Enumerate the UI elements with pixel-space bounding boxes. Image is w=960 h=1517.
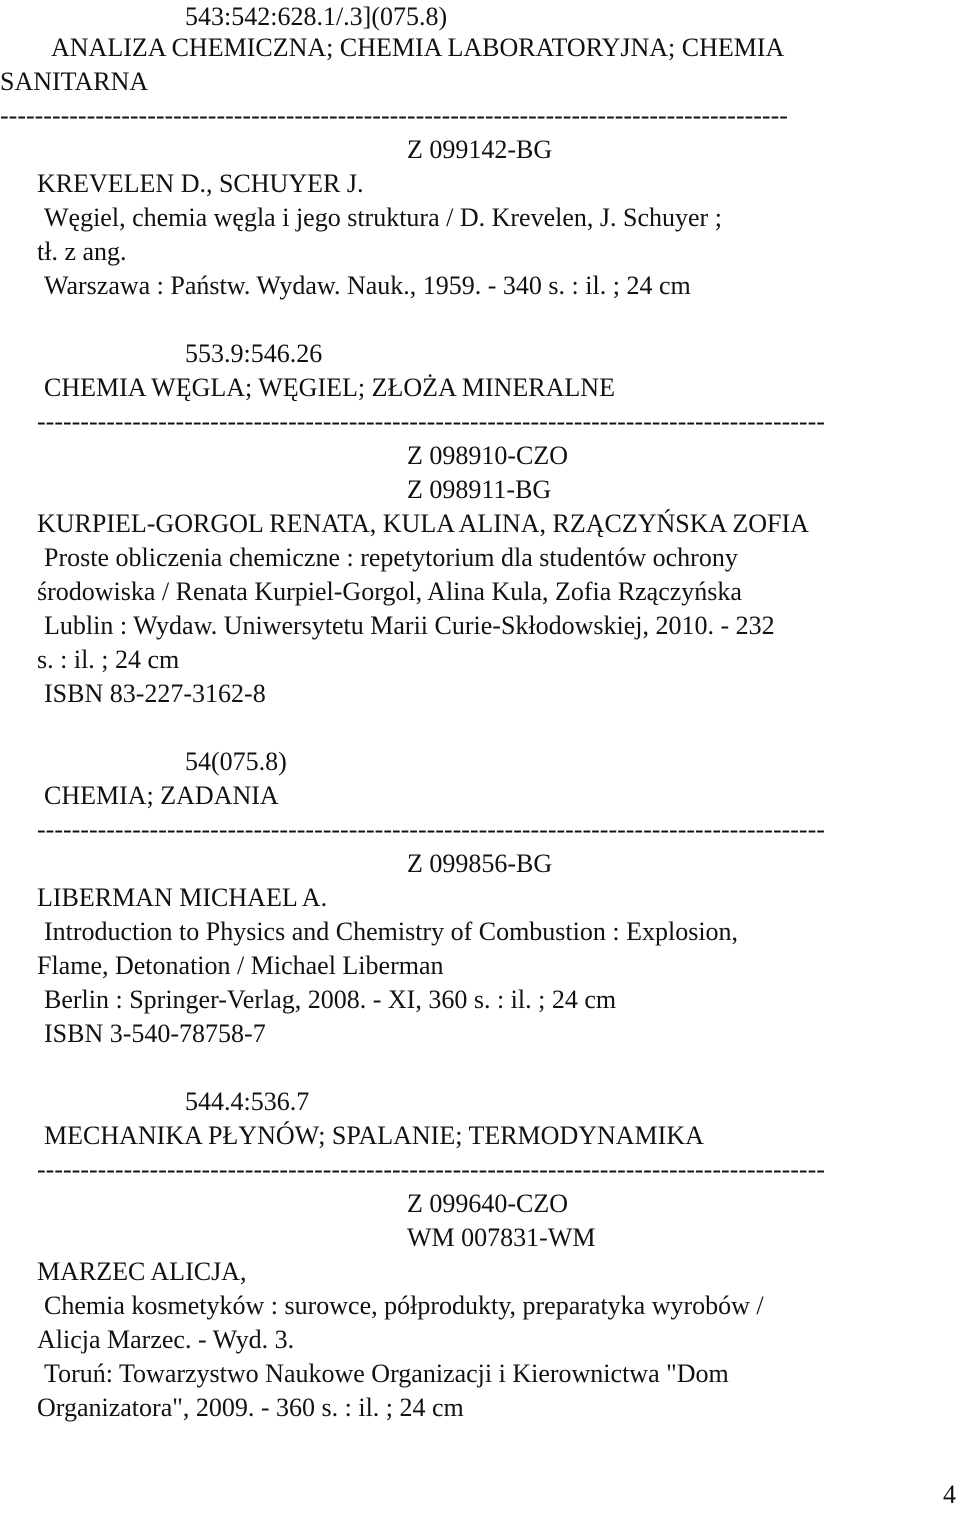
- entry-1-signature-1: Z 099142-BG: [407, 135, 553, 164]
- entry-4-subject: MECHANIKA PŁYNÓW; SPALANIE; TERMODYNAMIKA: [44, 1121, 704, 1150]
- entry-3-classification: 54(075.8): [185, 747, 287, 776]
- entry-3-isbn: ISBN 3-540-78758-7: [44, 1019, 266, 1048]
- entry-2-signature-1: Z 098910-CZO: [407, 441, 569, 470]
- entry-1-publication: Warszawa : Państw. Wydaw. Nauk., 1959. - 340 s. : il. ; 24 cm: [44, 271, 691, 300]
- entry-1-title-line2: tł. z ang.: [37, 237, 127, 266]
- entry-3-subject: CHEMIA; ZADANIA: [44, 781, 279, 810]
- entry-2-isbn: ISBN 83-227-3162-8: [44, 679, 266, 708]
- entry-3-title-line1: Introduction to Physics and Chemistry of Combustion : Explosion,: [44, 917, 739, 946]
- entry-1-classification: 543:542:628.1/.3](075.8): [185, 2, 448, 31]
- entry-2-publication-line2: s. : il. ; 24 cm: [37, 645, 180, 674]
- entry-4-title-line1: Chemia kosmetyków : surowce, półprodukty, preparatyka wyrobów /: [44, 1291, 764, 1320]
- entry-4-publication-line1: Toruń: Towarzystwo Naukowe Organizacji i Kierownictwa "Dom: [44, 1359, 729, 1388]
- entry-2-publication-line1: Lublin : Wydaw. Uniwersytetu Marii Curie-Skłodowskiej, 2010. - 232: [44, 611, 775, 640]
- entry-1-separator: -------------------------------------------------------------------------------------------: [0, 101, 788, 130]
- entry-1-subject-line1: ANALIZA CHEMICZNA; CHEMIA LABORATORYJNA; CHEMIA: [51, 33, 785, 62]
- entry-4-classification: 544.4:536.7: [185, 1087, 310, 1116]
- entry-2-signature-2: Z 098911-BG: [407, 475, 552, 504]
- page-number: 4: [943, 1480, 956, 1509]
- entry-4-publication-line2: Organizatora", 2009. - 360 s. : il. ; 24 cm: [37, 1393, 464, 1422]
- entry-2-title-line1: Proste obliczenia chemiczne : repetytorium dla studentów ochrony: [44, 543, 738, 572]
- entry-3-author: LIBERMAN MICHAEL A.: [37, 883, 328, 912]
- entry-2-classification: 553.9:546.26: [185, 339, 323, 368]
- entry-2-title-line2: środowiska / Renata Kurpiel-Gorgol, Alina Kula, Zofia Rzączyńska: [37, 577, 742, 606]
- entry-4-title-line2: Alicja Marzec. - Wyd. 3.: [37, 1325, 295, 1354]
- entry-4-signature-2: WM 007831-WM: [407, 1223, 596, 1252]
- entry-4-author: MARZEC ALICJA,: [37, 1257, 247, 1286]
- entry-3-signature-1: Z 099856-BG: [407, 849, 553, 878]
- entry-1-subject-line2: SANITARNA: [0, 67, 149, 96]
- entry-3-publication: Berlin : Springer-Verlag, 2008. - XI, 360 s. : il. ; 24 cm: [44, 985, 617, 1014]
- entry-4-signature-1: Z 099640-CZO: [407, 1189, 569, 1218]
- entry-2-separator: -------------------------------------------------------------------------------------------: [37, 407, 825, 436]
- entry-4-separator: -------------------------------------------------------------------------------------------: [37, 1155, 825, 1184]
- entry-1-title-line1: Węgiel, chemia węgla i jego struktura / D. Krevelen, J. Schuyer ;: [44, 203, 722, 232]
- entry-3-separator: -------------------------------------------------------------------------------------------: [37, 815, 825, 844]
- entry-1-author: KREVELEN D., SCHUYER J.: [37, 169, 364, 198]
- entry-2-subject: CHEMIA WĘGLA; WĘGIEL; ZŁOŻA MINERALNE: [44, 373, 615, 402]
- entry-3-title-line2: Flame, Detonation / Michael Liberman: [37, 951, 444, 980]
- entry-2-author: KURPIEL-GORGOL RENATA, KULA ALINA, RZĄCZYŃSKA ZOFIA: [37, 509, 809, 538]
